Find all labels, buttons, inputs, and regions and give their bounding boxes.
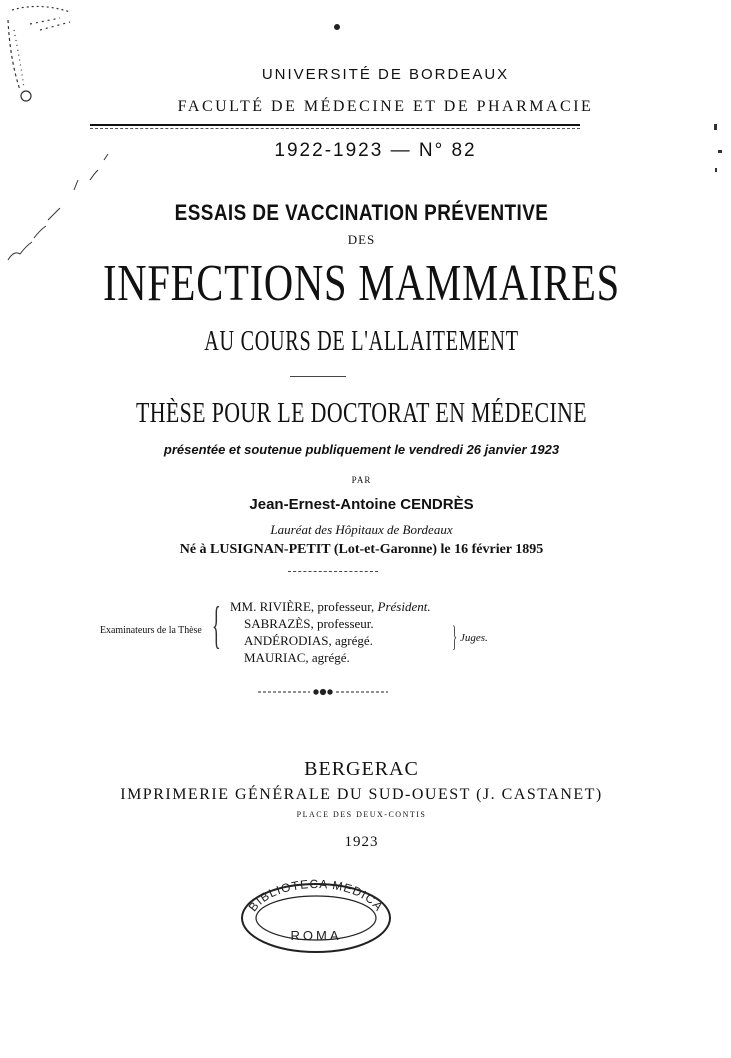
imprint-address: PLACE DES DEUX-CONTIS [296,810,427,819]
faculty-name: FACULTÉ DE MÉDECINE ET DE PHARMACIE [177,98,594,115]
library-stamp-top-left [0,0,100,108]
juror [244,616,374,632]
brace-right: } [452,620,458,653]
title-line-4: AU COURS DE L'ALLAITEMENT [204,326,519,357]
juror [244,650,350,666]
juror [244,633,373,649]
main-title: INFECTIONS MAMMAIRES [102,255,621,312]
stamp-bottom-text: ROMA [290,928,342,943]
jury-label: Examinateurs de la Thèse [100,624,202,636]
juror-name: ANDÉRODIAS, agrégé. [244,633,373,648]
university-name: UNIVERSITÉ DE BORDEAUX [261,66,510,83]
presentation-line: présentée et soutenue publiquement le vendredi 26 janvier 1923 [163,442,560,457]
divider [288,571,378,572]
juror [230,599,431,615]
juror-role: Président. [377,599,431,614]
juror-name: MM. RIVIÈRE, professeur, [230,599,375,614]
by-label: PAR [351,475,372,485]
divider [290,376,346,377]
header-rule [90,124,580,126]
ornament-rule [258,686,388,698]
title-line-2: DES [347,232,376,247]
ink-dot [334,24,340,30]
judges-label: Juges. [460,632,488,644]
library-stamp [238,878,394,954]
thesis-heading: THÈSE POUR LE DOCTORAT EN MÉDECINE [135,398,588,429]
author-laureate: Lauréat des Hôpitaux de Bordeaux [270,522,453,537]
header-rule-thin [90,128,580,129]
imprint-printer: IMPRIMERIE GÉNÉRALE DU SUD-OUEST (J. CASTANET) [120,786,603,803]
title-line-1: ESSAIS DE VACCINATION PRÉVENTIVE [174,200,549,225]
juror-name: MAURIAC, agrégé. [244,650,350,665]
issue-number: 1922-1923 — N° 82 [274,140,477,161]
imprint-city: BERGERAC [304,758,419,780]
brace-left: { [212,597,221,654]
imprint-year: 1923 [344,834,379,850]
stamp-top-text: BIBLIOTECA MEDICA [245,878,387,915]
juror-name: SABRAZÈS, professeur. [244,616,374,631]
author-birth: Né à LUSIGNAN-PETIT (Lot-et-Garonne) le 16 février 1895 [179,542,544,557]
author-name: Jean-Ernest-Antoine CENDRÈS [249,496,474,513]
